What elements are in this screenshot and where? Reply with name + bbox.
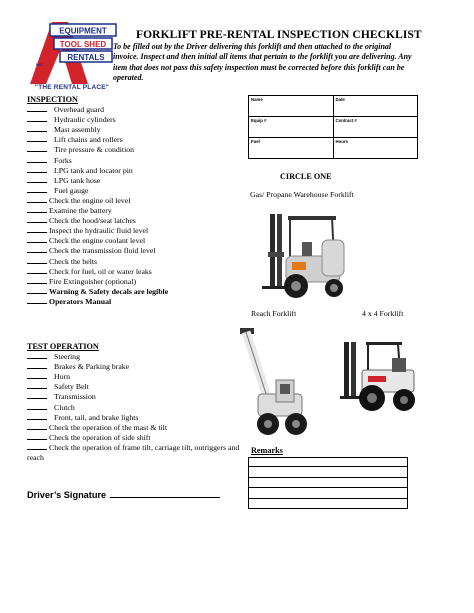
checklist-item bbox=[27, 413, 242, 423]
checklist-item bbox=[27, 186, 242, 196]
checklist-item bbox=[27, 372, 242, 382]
checklist-item bbox=[27, 443, 242, 463]
name-label: Name bbox=[251, 97, 263, 102]
initial-blank[interactable] bbox=[27, 166, 47, 173]
checklist-item-label: Check the engine oil level bbox=[49, 195, 131, 205]
logo-text-rentals: RENTALS bbox=[67, 52, 105, 62]
page-title: FORKLIFT PRE-RENTAL INSPECTION CHECKLIST bbox=[136, 29, 422, 41]
table-row bbox=[249, 117, 418, 138]
initial-blank[interactable] bbox=[27, 115, 47, 122]
remarks-line[interactable] bbox=[248, 478, 408, 488]
checklist-item bbox=[27, 423, 242, 433]
initial-blank[interactable] bbox=[27, 125, 47, 132]
date-field[interactable] bbox=[333, 96, 418, 117]
checklist-item bbox=[27, 135, 242, 145]
fuel-field[interactable] bbox=[249, 138, 334, 159]
checklist-item bbox=[27, 166, 242, 176]
initial-blank[interactable] bbox=[27, 267, 47, 274]
circle-one-heading: CIRCLE ONE bbox=[280, 172, 332, 181]
initial-blank[interactable] bbox=[27, 257, 47, 264]
initial-blank[interactable] bbox=[27, 352, 47, 359]
initial-blank[interactable] bbox=[27, 246, 47, 253]
checklist-item bbox=[27, 297, 242, 307]
checklist-item-label: Lift chains and rollers bbox=[54, 135, 123, 145]
hours-field[interactable] bbox=[333, 138, 418, 159]
four-by-four-forklift-option[interactable]: 4 x 4 Forklift bbox=[362, 309, 404, 318]
checklist-item bbox=[27, 226, 242, 236]
logo-text-equipment: EQUIPMENT bbox=[59, 26, 107, 36]
table-row bbox=[249, 138, 418, 159]
logo-text-inc: INC. bbox=[36, 62, 44, 67]
remarks-line[interactable] bbox=[248, 488, 408, 498]
checklist-item-label: Warning & Safety decals are legible bbox=[49, 286, 169, 296]
checklist-item-label: Check the operation of the mast & tilt bbox=[49, 422, 168, 432]
checklist-item bbox=[27, 277, 242, 287]
initial-blank[interactable] bbox=[27, 403, 47, 410]
checklist-item-label: Check the engine coolant level bbox=[49, 236, 146, 246]
initial-blank[interactable] bbox=[27, 362, 47, 369]
initial-blank[interactable] bbox=[27, 176, 47, 183]
contract-number-field[interactable] bbox=[333, 117, 418, 138]
checklist-item-label: Operators Manual bbox=[49, 296, 112, 306]
checklist-item-label: Horn bbox=[54, 372, 71, 382]
logo-text-toolshed: TOOL SHED bbox=[59, 39, 107, 49]
checklist-item bbox=[27, 196, 242, 206]
checklist-item bbox=[27, 267, 242, 277]
checklist-item-label: Fire Extinguisher (optional) bbox=[49, 276, 137, 286]
checklist-item bbox=[27, 145, 242, 155]
initial-blank[interactable] bbox=[27, 372, 47, 379]
checklist-item-label: Forks bbox=[54, 155, 72, 165]
initial-blank[interactable] bbox=[27, 105, 47, 112]
contract-number-label: Contract # bbox=[335, 118, 357, 123]
signature-line[interactable] bbox=[110, 489, 220, 498]
checklist-item-label: Check the transmission fluid level bbox=[49, 246, 156, 256]
initial-blank[interactable] bbox=[27, 392, 47, 399]
equip-number-label: Equip # bbox=[251, 118, 267, 123]
initial-blank[interactable] bbox=[27, 287, 47, 294]
initial-blank[interactable] bbox=[27, 186, 47, 193]
warehouse-forklift-image bbox=[262, 212, 352, 302]
instructions-text: To be filled out by the Driver delivering this forklift and then attached to the original invoice. Inspect and then initial all items that pertain to the forklift you are delivering. Any item that does not pass this safety inspection must be corrected before this forklift can be operated. bbox=[113, 42, 412, 82]
checklist-item bbox=[27, 125, 242, 135]
hours-label: Hours bbox=[335, 139, 348, 144]
checklist-item-label: Safety Belt bbox=[54, 382, 89, 392]
company-logo bbox=[28, 20, 118, 86]
checklist-item-label: Transmission bbox=[54, 392, 96, 402]
checklist-item-label: Check for fuel, oil or water leaks bbox=[49, 266, 152, 276]
checklist-item bbox=[27, 176, 242, 186]
initial-blank[interactable] bbox=[27, 206, 47, 213]
driver-signature bbox=[27, 489, 220, 500]
checklist-item-label: Steering bbox=[54, 352, 80, 362]
inspection-list bbox=[27, 105, 242, 307]
gas-forklift-option[interactable]: Gas/ Propane Warehouse Forklift bbox=[250, 190, 354, 199]
checklist-item bbox=[27, 246, 242, 256]
checklist-item bbox=[27, 257, 242, 267]
checklist-item-label: Tire pressure & condition bbox=[54, 145, 135, 155]
test-operation-heading: TEST OPERATION bbox=[27, 342, 99, 351]
checklist-item-label: Hydraulic cylinders bbox=[54, 115, 116, 125]
checklist-item-label: Check the operation of side shift bbox=[49, 432, 151, 442]
test-operation-list bbox=[27, 352, 242, 463]
reach-forklift-option[interactable]: Reach Forklift bbox=[251, 309, 297, 318]
remarks-line[interactable] bbox=[248, 457, 408, 467]
rental-info-table bbox=[248, 95, 418, 159]
initial-blank[interactable] bbox=[27, 196, 47, 203]
initial-blank[interactable] bbox=[27, 297, 47, 304]
checklist-item-label: Brakes & Parking brake bbox=[54, 362, 130, 372]
checklist-item bbox=[27, 433, 242, 443]
equip-number-field[interactable] bbox=[249, 117, 334, 138]
initial-blank[interactable] bbox=[27, 423, 47, 430]
checklist-item-label: LPG tank hose bbox=[54, 175, 101, 185]
initial-blank[interactable] bbox=[27, 277, 47, 284]
inspection-section bbox=[27, 95, 242, 307]
table-row bbox=[249, 96, 418, 117]
name-field[interactable] bbox=[249, 96, 334, 117]
logo-graphic bbox=[28, 20, 118, 86]
remarks-line[interactable] bbox=[248, 499, 408, 509]
initial-blank[interactable] bbox=[27, 216, 47, 223]
reach-forklift-image bbox=[232, 326, 312, 438]
checklist-item-label: LPG tank and locator pin bbox=[54, 165, 133, 175]
checklist-item bbox=[27, 206, 242, 216]
remarks-heading: Remarks bbox=[251, 446, 283, 455]
checklist-item bbox=[27, 105, 242, 115]
checklist-item bbox=[27, 382, 242, 392]
checklist-item bbox=[27, 156, 242, 166]
checklist-item-label: Fuel gauge bbox=[54, 185, 89, 195]
signature-label: Driver’s Signature bbox=[27, 490, 107, 500]
checklist-item bbox=[27, 362, 242, 372]
checklist-item bbox=[27, 352, 242, 362]
inspection-heading: INSPECTION bbox=[27, 95, 78, 104]
checklist-item bbox=[27, 392, 242, 402]
test-operation-section bbox=[27, 342, 242, 463]
initial-blank[interactable] bbox=[27, 156, 47, 163]
initial-blank[interactable] bbox=[27, 135, 47, 142]
initial-blank[interactable] bbox=[27, 413, 47, 420]
four-by-four-forklift-image bbox=[340, 340, 418, 414]
remarks-line[interactable] bbox=[248, 467, 408, 477]
checklist-item bbox=[27, 216, 242, 226]
initial-blank[interactable] bbox=[27, 226, 47, 233]
initial-blank[interactable] bbox=[27, 443, 47, 450]
initial-blank[interactable] bbox=[27, 382, 47, 389]
checklist-item bbox=[27, 236, 242, 246]
checklist-item bbox=[27, 403, 242, 413]
remarks-box[interactable] bbox=[248, 457, 408, 509]
checklist-item-label: Inspect the hydraulic fluid level bbox=[49, 226, 149, 236]
checklist-item-label: Clutch bbox=[54, 402, 75, 412]
initial-blank[interactable] bbox=[27, 433, 47, 440]
fuel-label: Fuel bbox=[251, 139, 260, 144]
checklist-item-label: Check the hood/seat latches bbox=[49, 216, 136, 226]
date-label: Date bbox=[335, 97, 345, 102]
checklist-item-label: Front, tail, and brake lights bbox=[54, 412, 139, 422]
checklist-item-label: Check the operation of frame tilt, carriage tilt, outriggers and reach bbox=[27, 442, 240, 463]
logo-tagline: "THE RENTAL PLACE" bbox=[34, 84, 110, 91]
checklist-item-label: Check the belts bbox=[49, 256, 98, 266]
initial-blank[interactable] bbox=[27, 236, 47, 243]
checklist-item-label: Overhead guard bbox=[54, 105, 105, 115]
checklist-item-label: Examine the battery bbox=[49, 206, 112, 216]
initial-blank[interactable] bbox=[27, 145, 47, 152]
checklist-item-label: Mast assembly bbox=[54, 125, 101, 135]
checklist-item bbox=[27, 287, 242, 297]
checklist-item bbox=[27, 115, 242, 125]
